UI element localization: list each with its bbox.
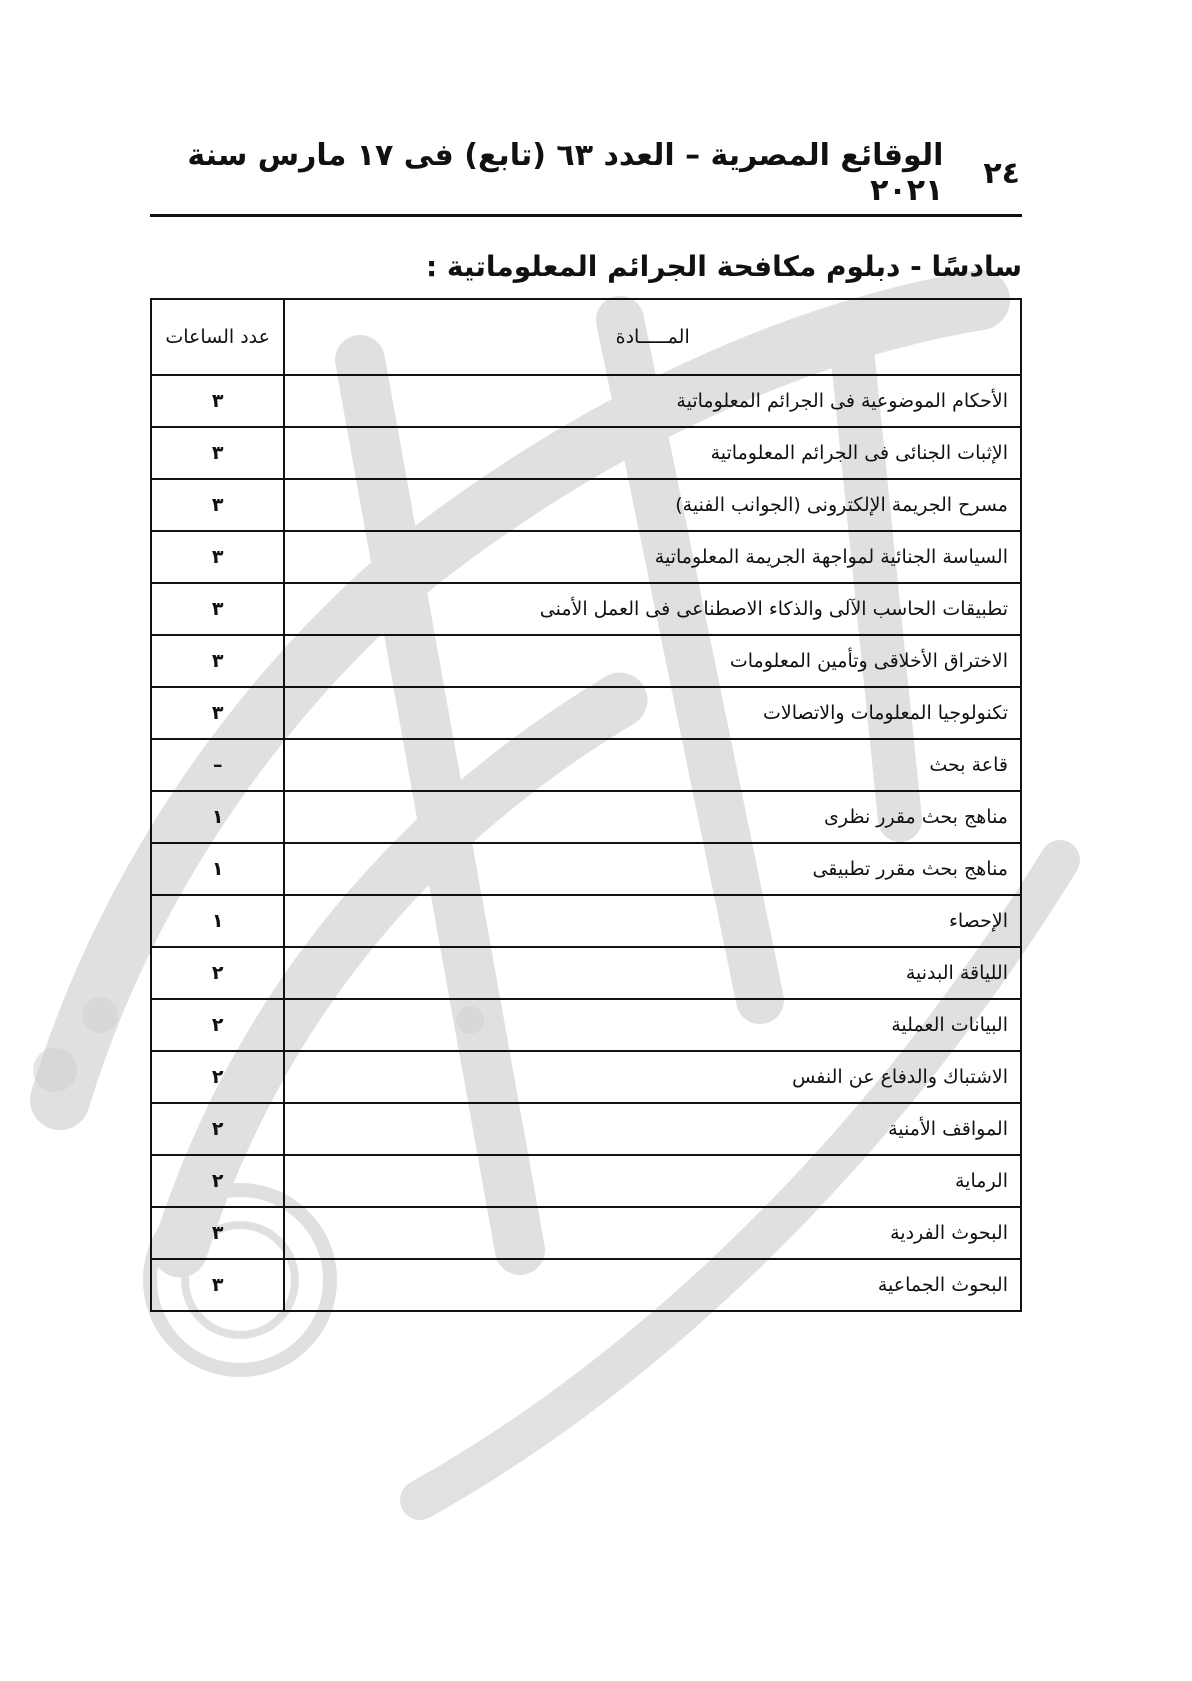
course-hours: ٢ bbox=[151, 1155, 284, 1207]
course-subject: الإثبات الجنائى فى الجرائم المعلوماتية bbox=[284, 427, 1021, 479]
course-hours: ٣ bbox=[151, 687, 284, 739]
table-row bbox=[151, 1207, 1021, 1259]
table-row bbox=[151, 1259, 1021, 1311]
course-subject: تكنولوجيا المعلومات والاتصالات bbox=[284, 687, 1021, 739]
course-subject: البحوث الجماعية bbox=[284, 1259, 1021, 1311]
column-header-hours: عدد الساعات bbox=[151, 299, 284, 375]
page-number: ٢٤ bbox=[983, 155, 1020, 191]
course-subject: تطبيقات الحاسب الآلى والذكاء الاصطناعى فى العمل الأمنى bbox=[284, 583, 1021, 635]
table-row bbox=[151, 1155, 1021, 1207]
course-hours: ٣ bbox=[151, 583, 284, 635]
table-row bbox=[151, 635, 1021, 687]
course-hours: ١ bbox=[151, 895, 284, 947]
table-row bbox=[151, 999, 1021, 1051]
section-title: سادسًا - دبلوم مكافحة الجرائم المعلوماتية : bbox=[425, 250, 1022, 283]
table-row bbox=[151, 375, 1021, 427]
course-subject: السياسة الجنائية لمواجهة الجريمة المعلوماتية bbox=[284, 531, 1021, 583]
table-row bbox=[151, 947, 1021, 999]
course-hours: ٢ bbox=[151, 999, 284, 1051]
course-hours: – bbox=[151, 739, 284, 791]
course-hours: ٢ bbox=[151, 1051, 284, 1103]
gazette-title: الوقائع المصرية – العدد ٦٣ (تابع) فى ١٧ مارس سنة ٢٠٢١ bbox=[187, 138, 944, 208]
course-subject: الاختراق الأخلاقى وتأمين المعلومات bbox=[284, 635, 1021, 687]
header-divider bbox=[150, 214, 1022, 217]
table-row bbox=[151, 791, 1021, 843]
course-subject: الإحصاء bbox=[284, 895, 1021, 947]
course-hours: ٢ bbox=[151, 947, 284, 999]
table-row bbox=[151, 531, 1021, 583]
course-subject: مسرح الجريمة الإلكترونى (الجوانب الفنية) bbox=[284, 479, 1021, 531]
table-row bbox=[151, 895, 1021, 947]
course-hours: ٣ bbox=[151, 427, 284, 479]
course-subject: الرماية bbox=[284, 1155, 1021, 1207]
course-subject: المواقف الأمنية bbox=[284, 1103, 1021, 1155]
course-hours: ٣ bbox=[151, 635, 284, 687]
course-subject: الأحكام الموضوعية فى الجرائم المعلوماتية bbox=[284, 375, 1021, 427]
course-subject: مناهج بحث مقرر نظرى bbox=[284, 791, 1021, 843]
table-header-row bbox=[151, 299, 1021, 375]
course-hours: ٣ bbox=[151, 531, 284, 583]
courses-table bbox=[150, 298, 1022, 1312]
table-row bbox=[151, 583, 1021, 635]
table-row bbox=[151, 843, 1021, 895]
table-row bbox=[151, 1051, 1021, 1103]
course-hours: ٣ bbox=[151, 479, 284, 531]
table-row bbox=[151, 687, 1021, 739]
course-subject: اللياقة البدنية bbox=[284, 947, 1021, 999]
column-header-subject: المـــــادة bbox=[284, 299, 1021, 375]
course-hours: ١ bbox=[151, 843, 284, 895]
course-subject: البحوث الفردية bbox=[284, 1207, 1021, 1259]
table-row bbox=[151, 479, 1021, 531]
course-subject: قاعة بحث bbox=[284, 739, 1021, 791]
course-hours: ٣ bbox=[151, 1259, 284, 1311]
table-body bbox=[151, 375, 1021, 1311]
course-subject: مناهج بحث مقرر تطبيقى bbox=[284, 843, 1021, 895]
course-hours: ٣ bbox=[151, 1207, 284, 1259]
course-subject: البيانات العملية bbox=[284, 999, 1021, 1051]
page-header bbox=[150, 138, 1020, 208]
course-hours: ١ bbox=[151, 791, 284, 843]
table-row bbox=[151, 1103, 1021, 1155]
table-row bbox=[151, 739, 1021, 791]
course-hours: ٣ bbox=[151, 375, 284, 427]
table-row bbox=[151, 427, 1021, 479]
course-subject: الاشتباك والدفاع عن النفس bbox=[284, 1051, 1021, 1103]
course-hours: ٢ bbox=[151, 1103, 284, 1155]
